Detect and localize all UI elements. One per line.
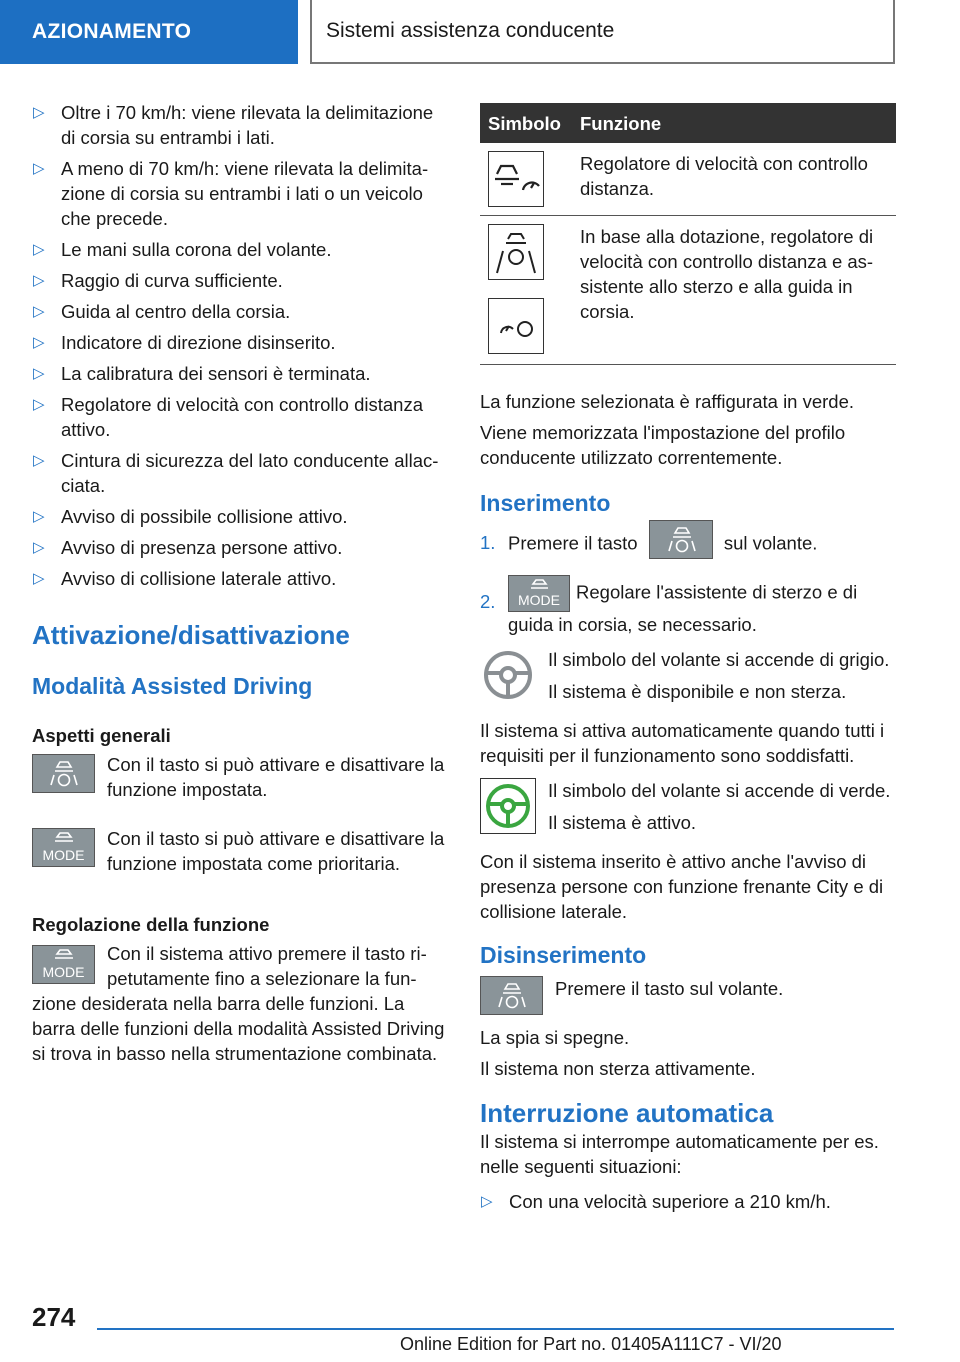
paragraph: La funzione selezionata è raffigurata in verde. <box>480 391 855 412</box>
cruise-steering-icon <box>488 298 544 354</box>
triangle-bullet-icon: ▷ <box>33 241 45 258</box>
triangle-bullet-icon: ▷ <box>481 1193 493 1210</box>
edition-text: Online Edition for Part no. 01405A111C7 - VI/20 <box>400 1334 782 1354</box>
section-label: AZIONAMENTO <box>32 20 192 43</box>
chapter-title-text: Sistemi assistenza conducente <box>326 19 615 42</box>
mode-label: MODE <box>518 592 560 608</box>
general-text-1: Con il tasto si può attivare e disattivare la funzione impostata. <box>107 754 445 800</box>
green-state-row: Il simbolo del volante si accende di verde. Il sistema è attivo. <box>480 778 896 835</box>
heading-activation: Attivazione/disattivazione <box>32 620 350 650</box>
symbol-table <box>480 103 896 365</box>
paragraph: Il sistema si attiva automaticamente quando tutti i requisiti per il funzionamento sono soddisfatti. <box>480 720 885 766</box>
heading-off: Disinserimento <box>480 942 647 968</box>
table-header-function: Funzione <box>572 103 896 143</box>
triangle-bullet-icon: ▷ <box>33 452 45 469</box>
chapter-title <box>310 0 895 64</box>
steering-wheel-green-icon <box>480 778 536 834</box>
general-text-2: Con il tasto si può attivare e disattivare la funzione impostata come prioritaria. <box>107 828 445 874</box>
paragraph: La spia si spegne. <box>480 1027 630 1048</box>
triangle-bullet-icon: ▷ <box>33 508 45 525</box>
list-item: ▷ Guida al centro della corsia. <box>33 301 291 322</box>
page-number: 274 <box>32 1302 76 1332</box>
triangle-bullet-icon: ▷ <box>33 160 45 177</box>
list-item: ▷ Raggio di curva sufficiente. <box>33 270 283 291</box>
step-number: 1. <box>480 532 496 554</box>
grey-state-row: Il simbolo del volante si accende di grigio. Il sistema è disponibile e non sterza. <box>480 647 896 704</box>
triangle-bullet-icon: ▷ <box>33 539 45 556</box>
paragraph: Il sistema si interrompe automaticamente per es. nelle seguenti situazioni: <box>480 1131 879 1177</box>
table-row <box>480 143 896 216</box>
step-2: 2. MODE Regolare l'assistente di sterzo e di guida in corsia, se necessario. <box>480 575 896 637</box>
mode-button-icon <box>32 828 95 867</box>
paragraph: Con il sistema inserito è attivo anche l'avviso di presenza persone con funzione frenante City e di collisione laterale. <box>480 851 884 922</box>
heading-insert: Inserimento <box>480 490 611 516</box>
list-item: ▷ Con una velocità superiore a 210 km/h. <box>481 1191 831 1212</box>
list-item: ▷ Avviso di possibile collisione attivo. <box>33 506 348 527</box>
triangle-bullet-icon: ▷ <box>33 334 45 351</box>
paragraph: Viene memorizzata l'impostazione del profilo conducente utilizzato correntemente. <box>480 422 846 468</box>
section-tab <box>0 0 298 64</box>
mode-label: MODE <box>42 964 85 980</box>
off-row: Premere il tasto sul volante. <box>480 976 896 1015</box>
list-item: ▷ Avviso di collisione laterale attivo. <box>33 568 337 589</box>
assist-button-icon <box>480 976 543 1015</box>
table-cell: Regolatore di velocità con controllo distanza. <box>572 143 896 216</box>
step-1: 1. Premere il tasto sul volante. <box>480 530 896 559</box>
list-item: ▷ Regolatore di velocità con controllo distanza attivo. <box>33 394 423 440</box>
general-row-1 <box>32 752 450 802</box>
auto-list <box>480 1189 896 1214</box>
mode-button-icon <box>32 945 95 984</box>
assist-button-icon <box>32 754 95 793</box>
mode-label: MODE <box>42 847 85 863</box>
footer-rule <box>97 1328 894 1330</box>
mode-button-icon <box>508 575 570 612</box>
triangle-bullet-icon: ▷ <box>33 303 45 320</box>
left-column <box>32 100 450 1066</box>
table-cell: In base alla dotazione, regolatore di velocità con controllo distanza e assistente allo sterzo e alla guida in corsia. <box>572 216 896 365</box>
list-item: ▷ Indicatore di direzione disinserito. <box>33 332 336 353</box>
list-item: ▷ Avviso di presenza persone attivo. <box>33 537 343 558</box>
triangle-bullet-icon: ▷ <box>33 272 45 289</box>
regulation-text: Con il sistema attivo premere il tasto ripetutamente fino a selezionare la funzione desiderata nella barra delle funzioni. La barra delle funzioni della modalità Assisted Driving si trova in basso nella strumentazione combinata. <box>32 943 445 1064</box>
table-row <box>480 216 896 365</box>
list-item: ▷ Oltre i 70 km/h: viene rilevata la delimitazione di corsia su entrambi i lati. <box>33 102 434 148</box>
regulation-block <box>32 941 450 1066</box>
requirements-list <box>32 100 450 591</box>
cruise-distance-icon <box>488 151 544 207</box>
triangle-bullet-icon: ▷ <box>33 104 45 121</box>
triangle-bullet-icon: ▷ <box>33 570 45 587</box>
steering-assist-icon <box>488 224 544 280</box>
triangle-bullet-icon: ▷ <box>33 365 45 382</box>
steering-wheel-grey-icon <box>480 647 536 703</box>
general-row-2 <box>32 826 450 876</box>
list-item: ▷ La calibratura dei sensori è terminata. <box>33 363 371 384</box>
list-item: ▷ Cintura di sicurezza del lato conducente allacciata. <box>33 450 439 496</box>
step-number: 2. <box>480 591 496 612</box>
table-header-symbol: Simbolo <box>480 103 572 143</box>
triangle-bullet-icon: ▷ <box>33 396 45 413</box>
heading-regulation: Regolazione della funzione <box>32 914 270 935</box>
assist-button-icon <box>649 520 713 559</box>
right-column <box>480 103 896 1220</box>
heading-assisted-driving: Modalità Assisted Driving <box>32 673 313 699</box>
heading-auto-interrupt: Interruzione automatica <box>480 1098 774 1128</box>
heading-general: Aspetti generali <box>32 725 171 746</box>
list-item: ▷ A meno di 70 km/h: viene rilevata la delimitazione di corsia su entrambi i lati o un veicolo che precede. <box>33 158 429 229</box>
list-item: ▷ Le mani sulla corona del volante. <box>33 239 332 260</box>
paragraph: Il sistema non sterza attivamente. <box>480 1058 756 1079</box>
